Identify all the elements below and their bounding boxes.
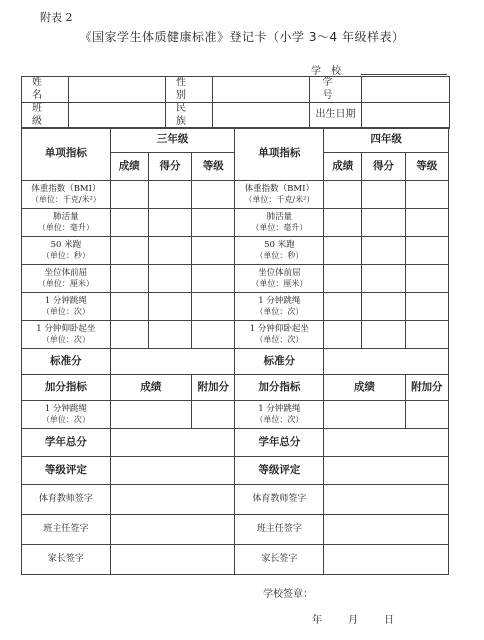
level-cell[interactable] — [405, 181, 448, 209]
birth-date-field[interactable] — [362, 103, 450, 129]
pe-teacher-signature-field-g4[interactable] — [324, 485, 449, 515]
year-total-label-g4: 学年总分 — [235, 429, 324, 457]
school-field[interactable] — [361, 74, 447, 75]
bonus-item-header-g4: 加分指标 — [235, 375, 324, 401]
item-row-50m — [22, 237, 449, 265]
bonus-item-header-g3: 加分指标 — [22, 375, 111, 401]
item-row-rope-skip — [22, 293, 449, 321]
score-cell[interactable] — [324, 209, 362, 237]
gender-field[interactable] — [213, 77, 310, 103]
score-header-g4: 成绩 — [324, 153, 362, 181]
level-cell[interactable] — [192, 209, 235, 237]
parent-signature-field-g3[interactable] — [110, 545, 235, 575]
item-label: 1 分钟仰卧起坐 （单位：次） — [22, 321, 111, 349]
day-label: 日 — [384, 615, 394, 626]
class-teacher-signature-label-g4: 班主任签字 — [235, 515, 324, 545]
level-rating-label-g4: 等级评定 — [235, 457, 324, 485]
points-header-g3: 得分 — [148, 153, 191, 181]
level-cell[interactable] — [192, 181, 235, 209]
item-row-bmi — [22, 181, 449, 209]
level-rating-field-g4[interactable] — [324, 457, 449, 485]
grade-3-header: 三年级 — [110, 128, 235, 153]
score-header-g3: 成绩 — [110, 153, 148, 181]
bonus-item-label: 1 分钟跳绳 （单位：次） — [235, 401, 324, 429]
month-label: 月 — [348, 615, 358, 626]
form-title: 《国家学生体质健康标准》登记卡（小学 3～4 年级样表） — [79, 30, 405, 44]
points-cell[interactable] — [362, 181, 405, 209]
standard-score-field-g3[interactable] — [110, 349, 235, 375]
item-label: 肺活量 （单位：毫升） — [235, 209, 324, 237]
score-cell[interactable] — [324, 321, 362, 349]
item-label: 坐位体前屈 （单位：厘米） — [235, 265, 324, 293]
class-label: 班级 — [22, 103, 69, 129]
score-cell[interactable] — [110, 181, 148, 209]
student-id-label: 学号 — [310, 77, 362, 103]
name-field[interactable] — [69, 77, 166, 103]
item-label: 50 米跑 （单位：秒） — [22, 237, 111, 265]
level-cell[interactable] — [192, 265, 235, 293]
birth-date-label: 出生日期 — [310, 103, 362, 129]
level-cell[interactable] — [405, 265, 448, 293]
score-cell[interactable] — [324, 265, 362, 293]
class-teacher-signature-label-g3: 班主任签字 — [22, 515, 111, 545]
score-table — [21, 127, 449, 575]
points-cell[interactable] — [148, 321, 191, 349]
ethnicity-field[interactable] — [213, 103, 310, 129]
year-label: 年 — [312, 615, 322, 626]
points-cell[interactable] — [362, 237, 405, 265]
level-cell[interactable] — [405, 237, 448, 265]
pe-teacher-signature-field-g3[interactable] — [110, 485, 235, 515]
item-label: 50 米跑 （单位：秒） — [235, 237, 324, 265]
level-cell[interactable] — [192, 321, 235, 349]
appendix-label: 附表 2 — [40, 11, 73, 24]
bonus-points-header-g3: 附加分 — [192, 375, 235, 401]
class-teacher-signature-field-g4[interactable] — [324, 515, 449, 545]
bonus-points-cell[interactable] — [192, 401, 235, 429]
score-cell[interactable] — [324, 181, 362, 209]
name-label: 姓名 — [22, 77, 69, 103]
item-label: 肺活量 （单位：毫升） — [22, 209, 111, 237]
year-total-label-g3: 学年总分 — [22, 429, 111, 457]
student-id-field[interactable] — [362, 77, 450, 103]
score-cell[interactable] — [324, 293, 362, 321]
school-stamp-label: 学校签章： — [263, 589, 313, 600]
bonus-score-cell[interactable] — [110, 401, 191, 429]
points-cell[interactable] — [148, 209, 191, 237]
level-cell[interactable] — [192, 293, 235, 321]
year-total-field-g4[interactable] — [324, 429, 449, 457]
class-teacher-signature-field-g3[interactable] — [110, 515, 235, 545]
item-label: 1 分钟跳绳 （单位：次） — [235, 293, 324, 321]
score-cell[interactable] — [110, 321, 148, 349]
pe-teacher-signature-label-g3: 体育教师签字 — [22, 485, 111, 515]
parent-signature-label-g3: 家长签字 — [22, 545, 111, 575]
year-total-field-g3[interactable] — [110, 429, 235, 457]
points-cell[interactable] — [362, 265, 405, 293]
level-rating-label-g3: 等级评定 — [22, 457, 111, 485]
standard-score-label-g3: 标准分 — [22, 349, 111, 375]
points-cell[interactable] — [362, 293, 405, 321]
class-field[interactable] — [69, 103, 166, 129]
bonus-points-header-g4: 附加分 — [405, 375, 448, 401]
points-cell[interactable] — [362, 209, 405, 237]
item-label: 1 分钟跳绳 （单位：次） — [22, 293, 111, 321]
grade-4-header: 四年级 — [324, 128, 449, 153]
points-cell[interactable] — [148, 265, 191, 293]
points-cell[interactable] — [148, 293, 191, 321]
parent-signature-field-g4[interactable] — [324, 545, 449, 575]
bonus-points-cell[interactable] — [405, 401, 448, 429]
standard-score-label-g4: 标准分 — [235, 349, 324, 375]
ethnicity-label: 民族 — [166, 103, 213, 129]
level-cell[interactable] — [405, 209, 448, 237]
score-cell[interactable] — [110, 293, 148, 321]
level-cell[interactable] — [405, 293, 448, 321]
points-cell[interactable] — [362, 321, 405, 349]
bonus-item-label: 1 分钟跳绳 （单位：次） — [22, 401, 111, 429]
level-header-g4: 等级 — [405, 153, 448, 181]
bonus-score-cell[interactable] — [324, 401, 405, 429]
item-label: 1 分钟仰卧起坐 （单位：次） — [235, 321, 324, 349]
item-label: 体重指数（BMI） （单位：千克/米²） — [235, 181, 324, 209]
bonus-score-header-g4: 成绩 — [324, 375, 405, 401]
item-header-g3: 单项指标 — [22, 128, 111, 181]
score-cell[interactable] — [110, 265, 148, 293]
school-label: 学校 — [311, 66, 351, 77]
gender-label: 性别 — [166, 77, 213, 103]
date-line — [312, 611, 394, 626]
item-header-g4: 单项指标 — [235, 128, 324, 181]
points-cell[interactable] — [148, 237, 191, 265]
item-row-vital-capacity — [22, 209, 449, 237]
points-cell[interactable] — [148, 181, 191, 209]
bonus-row — [22, 401, 449, 429]
points-header-g4: 得分 — [362, 153, 405, 181]
item-row-sit-reach — [22, 265, 449, 293]
score-cell[interactable] — [110, 209, 148, 237]
bonus-score-header-g3: 成绩 — [110, 375, 191, 401]
item-label: 体重指数（BMI） （单位：千克/米²） — [22, 181, 111, 209]
level-cell[interactable] — [192, 237, 235, 265]
pe-teacher-signature-label-g4: 体育教师签字 — [235, 485, 324, 515]
score-cell[interactable] — [324, 237, 362, 265]
level-rating-field-g3[interactable] — [110, 457, 235, 485]
score-cell[interactable] — [110, 237, 148, 265]
standard-score-field-g4[interactable] — [324, 349, 449, 375]
item-row-sit-ups — [22, 321, 449, 349]
parent-signature-label-g4: 家长签字 — [235, 545, 324, 575]
item-label: 坐位体前屈 （单位：厘米） — [22, 265, 111, 293]
level-header-g3: 等级 — [192, 153, 235, 181]
level-cell[interactable] — [405, 321, 448, 349]
student-info-table — [21, 76, 450, 129]
